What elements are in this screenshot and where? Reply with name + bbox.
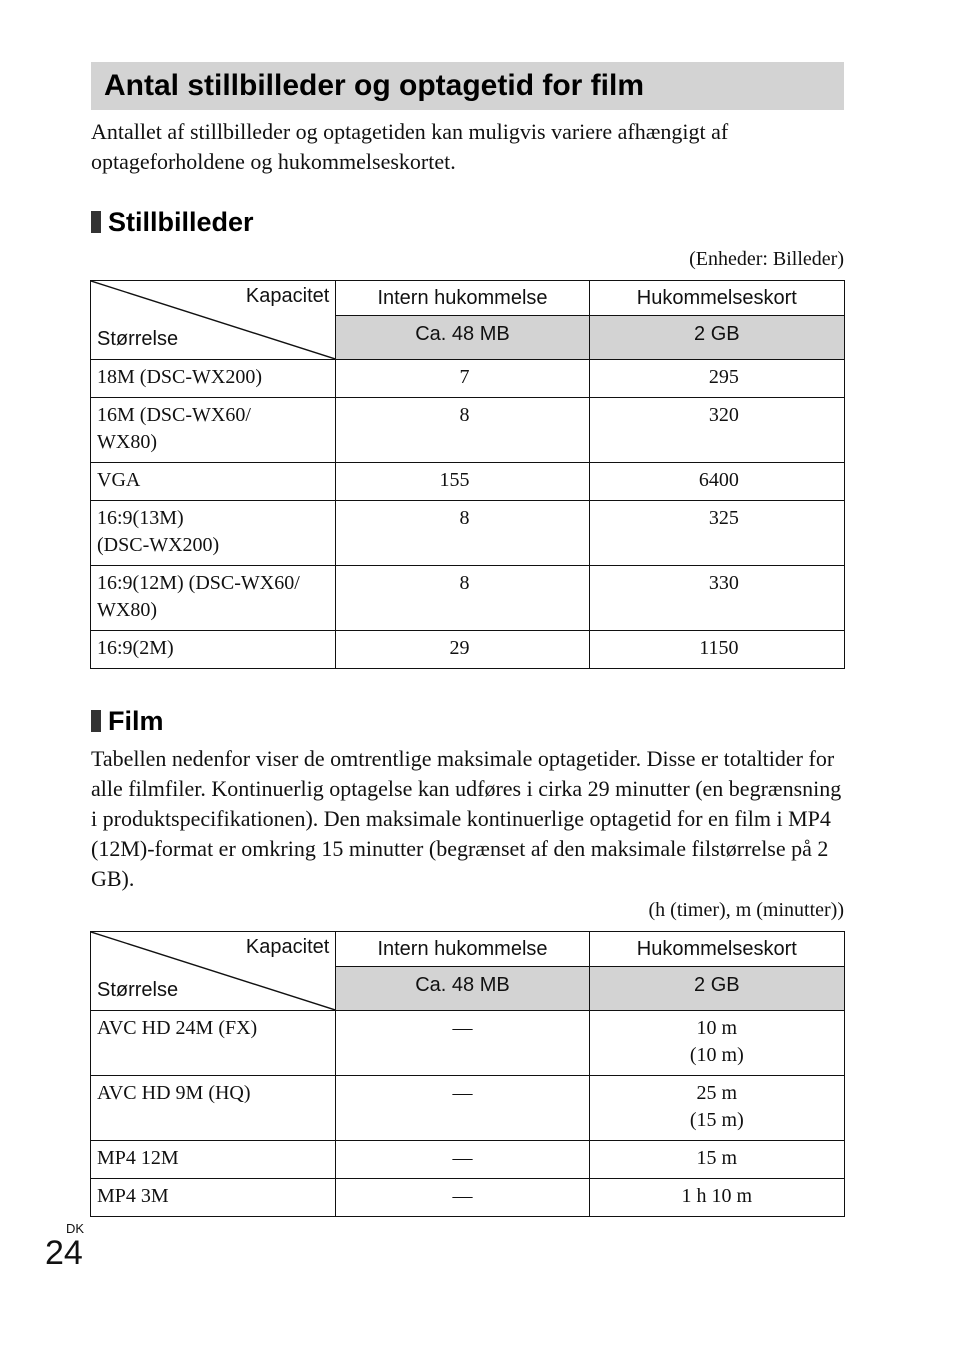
value-card: 25 m — [696, 1082, 738, 1104]
row-card — [589, 566, 844, 631]
row-size: AVC HD 9M (HQ) — [91, 1076, 336, 1141]
page-number: 24 — [45, 1234, 83, 1272]
size-label: Størrelse — [97, 328, 179, 350]
row-card — [589, 360, 844, 398]
row-card — [589, 1076, 844, 1141]
film-table — [90, 931, 845, 1217]
value-internal: 29 — [449, 637, 470, 659]
section-heading-film-text: Film — [108, 706, 164, 736]
still-images-table — [90, 280, 845, 669]
value-internal: 155 — [439, 469, 470, 491]
row-size: 16:9(12M) (DSC-WX60/ WX80) — [91, 566, 336, 631]
row-size: 16M (DSC-WX60/ WX80) — [91, 398, 336, 463]
value-card-note: (15 m) — [689, 1109, 744, 1131]
col-header-internal: Intern hukommelse — [336, 281, 589, 316]
table-row — [91, 360, 845, 398]
row-internal: — — [336, 1179, 589, 1217]
table-row — [91, 1141, 845, 1179]
row-card — [589, 631, 844, 669]
row-card — [589, 1011, 844, 1076]
value-card: 1 h 10 m — [681, 1185, 753, 1207]
row-internal: — — [336, 1076, 589, 1141]
col-header-internal: Intern hukommelse — [336, 932, 589, 967]
table-row — [91, 398, 845, 463]
row-size: MP4 12M — [91, 1141, 336, 1179]
row-size: MP4 3M — [91, 1179, 336, 1217]
subheader-internal: Ca. 48 MB — [336, 967, 589, 1011]
value-card: 325 — [708, 507, 739, 529]
table-row — [91, 501, 845, 566]
section-heading-still-text: Stillbilleder — [108, 207, 254, 237]
table-header-row — [91, 281, 845, 316]
value-internal: 8 — [459, 572, 470, 594]
value-card: 330 — [708, 572, 739, 594]
row-internal — [336, 463, 589, 501]
value-card-note: (10 m) — [689, 1044, 744, 1066]
table-row — [91, 1011, 845, 1076]
table-row — [91, 566, 845, 631]
row-size: 18M (DSC-WX200) — [91, 360, 336, 398]
row-internal — [336, 501, 589, 566]
table-row — [91, 1076, 845, 1141]
language-code: DK — [66, 1221, 85, 1236]
table-row — [91, 631, 845, 669]
value-internal: 7 — [459, 366, 470, 388]
still-unit-note: (Enheder: Billeder) — [689, 248, 844, 270]
section-heading-still — [91, 206, 254, 238]
row-internal: — — [336, 1141, 589, 1179]
row-internal — [336, 360, 589, 398]
subheader-card: 2 GB — [589, 316, 844, 360]
capacity-label: Kapacitet — [245, 936, 330, 958]
size-label: Størrelse — [97, 979, 179, 1001]
value-card: 6400 — [698, 469, 739, 491]
film-unit-note: (h (timer), m (minutter)) — [648, 899, 844, 921]
col-header-card: Hukommelseskort — [589, 281, 844, 316]
subheader-card: 2 GB — [589, 967, 844, 1011]
row-card — [589, 1179, 844, 1217]
row-card — [589, 398, 844, 463]
diagonal-header-cell — [91, 281, 336, 360]
section-heading-film — [91, 705, 164, 737]
row-internal — [336, 631, 589, 669]
value-card: 15 m — [696, 1147, 738, 1169]
value-card: 1150 — [699, 637, 739, 659]
table-header-row — [91, 932, 845, 967]
row-card — [589, 463, 844, 501]
diagonal-header-cell — [91, 932, 336, 1011]
row-card — [589, 501, 844, 566]
row-card — [589, 1141, 844, 1179]
subheader-internal: Ca. 48 MB — [336, 316, 589, 360]
row-size: AVC HD 24M (FX) — [91, 1011, 336, 1076]
table-row — [91, 1179, 845, 1217]
row-size: 16:9(2M) — [91, 631, 336, 669]
col-header-card: Hukommelseskort — [589, 932, 844, 967]
section-marker-icon — [91, 211, 101, 233]
film-paragraph: Tabellen nedenfor viser de omtrentlige maksimale optagetider. Disse er totaltider for alle filmfiler. Kontinuerlig optagelse kan udføres i cirka 29 minutter (en begrænsning i produktspecifikationen). Den maksimale kontinuerlige optagetid for en film i MP4 (12M)-format er omkring 15 minutter (begrænset af den maksimale filstørrelse på 2 GB). — [91, 746, 842, 891]
value-internal: 8 — [459, 507, 470, 529]
value-card: 320 — [708, 404, 739, 426]
row-internal — [336, 566, 589, 631]
capacity-label: Kapacitet — [245, 285, 330, 307]
row-internal: — — [336, 1011, 589, 1076]
section-marker-icon — [91, 710, 101, 732]
row-internal — [336, 398, 589, 463]
row-size: VGA — [91, 463, 336, 501]
value-card: 10 m — [696, 1017, 738, 1039]
row-size: 16:9(13M) (DSC-WX200) — [91, 501, 336, 566]
value-internal: 8 — [459, 404, 470, 426]
intro-paragraph: Antallet af stillbilleder og optagetiden kan muligvis variere afhængigt af optageforholdene og hukommelseskortet. — [91, 119, 729, 174]
value-card: 295 — [708, 366, 739, 388]
page-title: Antal stillbilleder og optagetid for film — [91, 62, 844, 110]
table-row — [91, 463, 845, 501]
